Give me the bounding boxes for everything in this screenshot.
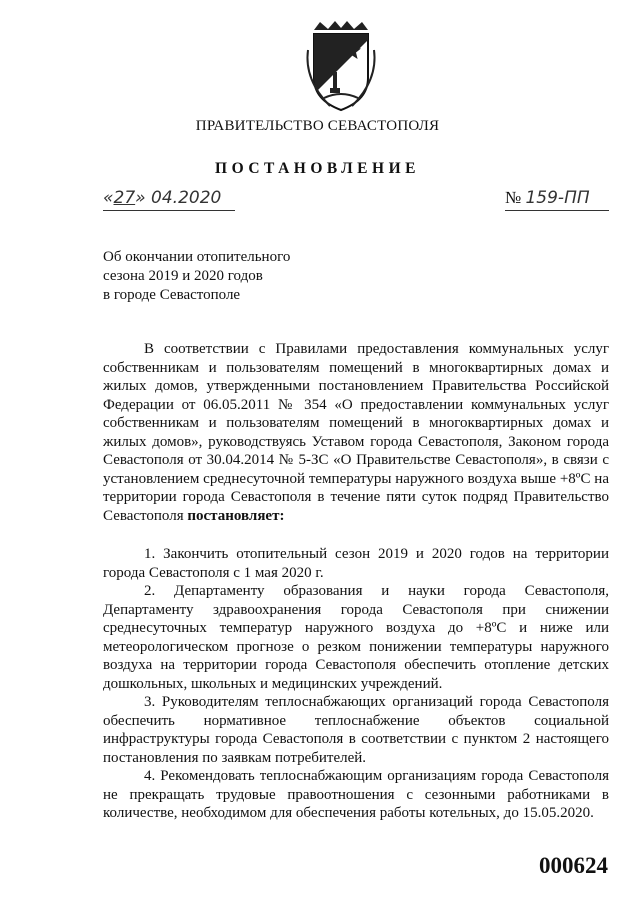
- number-prefix: №: [505, 188, 526, 207]
- number-value: 159-ПП: [525, 188, 590, 208]
- document-serial-number: 000624: [539, 853, 608, 878]
- list-item: 4. Рекомендовать теплоснабжающим организациям города Севастополя не прекращать трудовые правоотношения с сезонными работниками в количестве, необходимом для обеспечения работы котельных, до 15.05.2020.: [103, 768, 609, 821]
- preamble-bold-verb: постановляет:: [187, 507, 285, 524]
- government-name: ПРАВИТЕЛЬСТВО СЕВАСТОПОЛЯ: [195, 118, 440, 134]
- subject-line: сезона 2019 и 2020 годов: [103, 268, 263, 284]
- list-item: 1. Закончить отопительный сезон 2019 и 2020 годов на территории города Севастополя с 1 мая 2020 г.: [103, 546, 609, 581]
- document-date: [103, 188, 235, 211]
- list-item: 2. Департаменту образования и науки города Севастополя, Департаменту здравоохранения города Севастополя при снижении среднесуточных температур наружного воздуха до +8ºС и ниже или метеорологическом прогнозе о резком понижении температуры наружного воздуха на территории города Севастополя обеспечить отопление детских дошкольных, школьных и медицинских учреждений.: [103, 583, 609, 692]
- list-item: 3. Руководителям теплоснабжающих организаций города Севастополя обеспечить нормативное теплоснабжение объектов социальной инфраструктуры города Севастополя в соответствии с пунктом 2 настоящего постановления по заявкам потребителей.: [103, 694, 609, 766]
- coat-of-arms-icon: [300, 20, 382, 112]
- date-open-quote: «: [103, 188, 114, 208]
- date-day: 27: [113, 188, 136, 208]
- date-close-quote: »: [135, 188, 146, 208]
- subject-line: Об окончании отопительного: [103, 249, 291, 265]
- document-subject: [103, 248, 290, 305]
- subject-line: в городе Севастополе: [103, 287, 241, 303]
- date-month-year: 04.2020: [145, 188, 222, 208]
- preamble-text: В соответствии с Правилами предоставления коммунальных услуг собственникам и пользователям помещений в многоквартирных домах и жилых домов, утвержденными постановлением Правительства Российской Федерации от 06.05.2011 № 354 «О предоставлении коммунальных услуг собственникам и пользователям помещений в многоквартирных домах и жилых домов», руководствуясь Уставом города Севастополя, Законом города Севастополя от 30.04.2014 № 5-ЗС «О Правительстве Севастополя», в связи с установлением среднесуточной температуры наружного воздуха выше +8ºС на территории города Севастополя в течение пяти суток подряд Правительство Севастополя: [103, 341, 609, 524]
- document-number: [505, 188, 609, 211]
- document-type-title: ПОСТАНОВЛЕНИЕ: [215, 160, 420, 177]
- preamble-paragraph: [103, 340, 609, 525]
- resolution-items: [103, 545, 609, 823]
